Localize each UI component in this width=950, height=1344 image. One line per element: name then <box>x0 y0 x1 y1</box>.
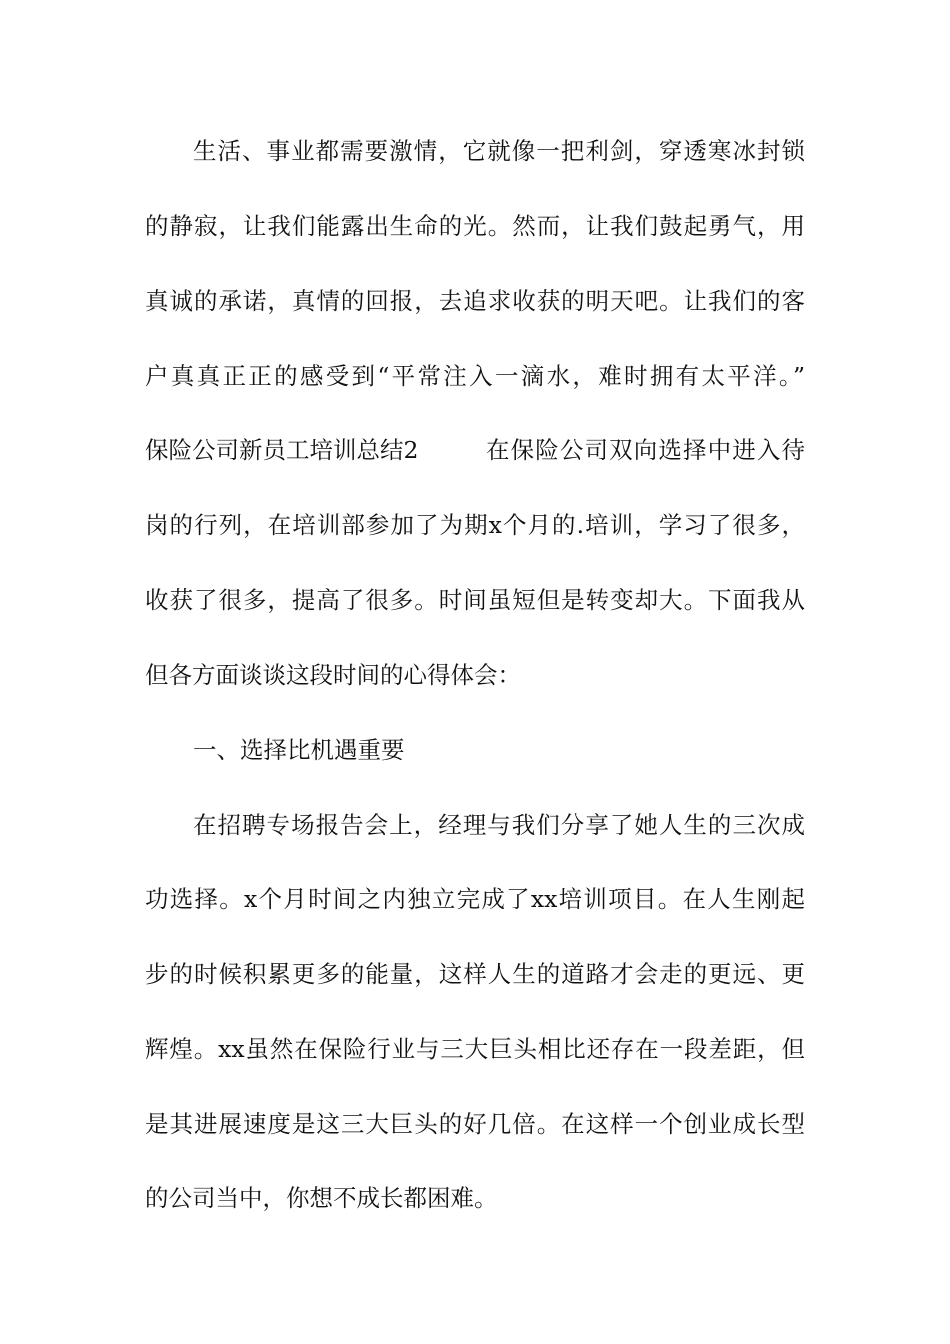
paragraph-line <box>0 1178 950 1218</box>
section-title: 保险公司新员工培训总结2 <box>145 436 419 464</box>
text-line: 真诚的承诺，真情的回报，去追求收获的明天吧。让我们的客 <box>145 287 805 315</box>
paragraph-line <box>0 730 950 770</box>
text-line: 的静寂，让我们能露出生命的光。然而，让我们鼓起勇气，用 <box>145 212 805 240</box>
paragraph-line <box>0 356 950 396</box>
text-line: 是其进展速度是这三大巨头的好几倍。在这样一个创业成长型 <box>145 1110 805 1138</box>
text-line: 收获了很多，提高了很多。时间虽短但是转变却大。下面我从 <box>145 586 805 614</box>
paragraph-line <box>0 655 950 695</box>
text-line: 功选择。x个月时间之内独立完成了xx培训项目。在人生刚起 <box>145 885 805 913</box>
paragraph-line <box>0 281 950 321</box>
text-line: 生活、事业都需要激情，它就像一把利剑，穿透寒冰封锁 <box>193 137 805 165</box>
paragraph-line <box>0 805 950 845</box>
text-line: 岗的行列，在培训部参加了为期x个月的.培训，学习了很多， <box>145 511 805 539</box>
text-line: 步的时候积累更多的能量，这样人生的道路才会走的更远、更 <box>145 960 805 988</box>
section-heading: 一、选择比机遇重要 <box>193 736 405 764</box>
paragraph-line <box>0 580 950 620</box>
text-line: 但各方面谈谈这段时间的心得体会： <box>145 661 521 689</box>
paragraph-line <box>0 1029 950 1069</box>
paragraph-line <box>0 131 950 171</box>
paragraph-line <box>0 1104 950 1144</box>
text-line: 在保险公司双向选择中进入待 <box>486 436 805 464</box>
text-line: 的公司当中，你想不成长都困难。 <box>145 1184 498 1212</box>
text-line: 在招聘专场报告会上，经理与我们分享了她人生的三次成 <box>193 811 805 839</box>
paragraph-line <box>0 206 950 246</box>
paragraph-line <box>0 954 950 994</box>
paragraph-line <box>0 879 950 919</box>
text-line: 户真真正正的感受到“平常注入一滴水，难时拥有太平洋。” <box>145 362 805 390</box>
paragraph-line <box>0 505 950 545</box>
paragraph-line <box>0 430 950 470</box>
text-line: 辉煌。xx虽然在保险行业与三大巨头相比还存在一段差距，但 <box>145 1035 805 1063</box>
